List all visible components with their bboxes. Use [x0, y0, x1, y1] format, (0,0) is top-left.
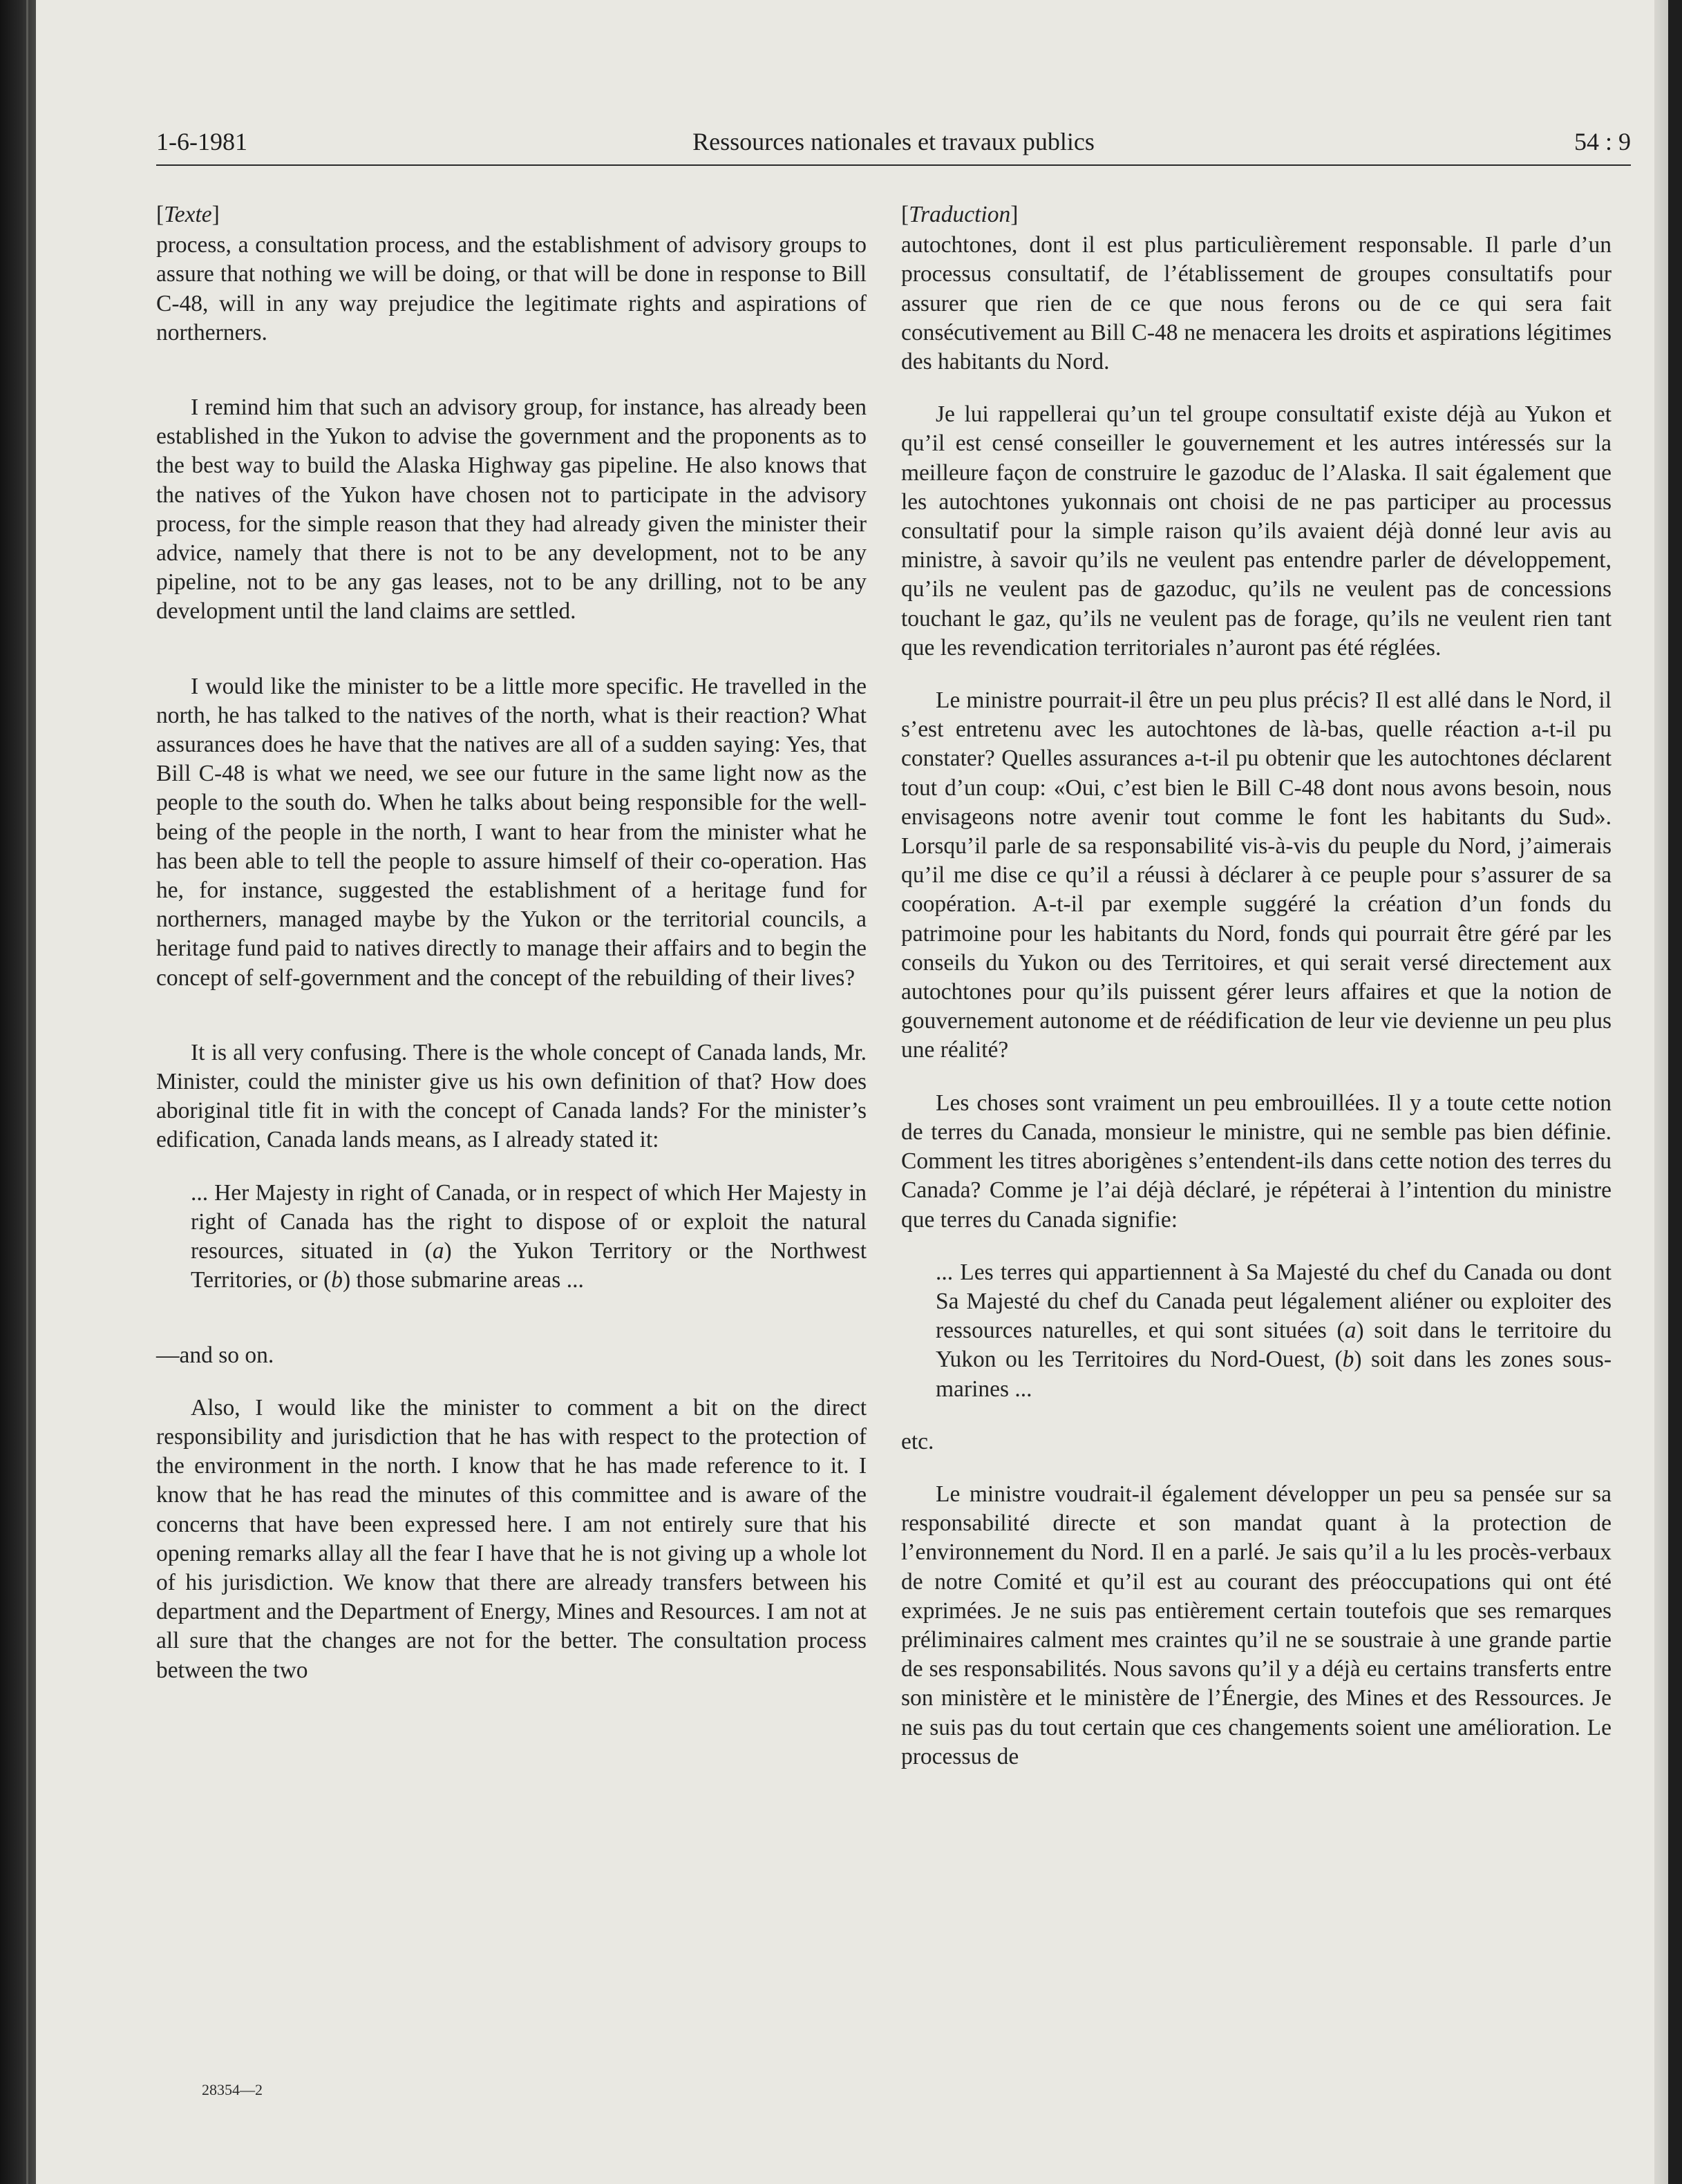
paragraph: Je lui rappellerai qu’un tel groupe consultatif existe déjà au Yukon et qu’il est censé conseiller le gouvernement et les autres intéressés sur la meilleure façon de construire le gazoduc de l’Alaska. Il sait également que les autochtones yukonnais ont choisi de ne pas participer au processus consultatif pour la simple raison qu’ils avaient déjà donné leur avis au ministre, à savoir qu’ils ne veulent pas entendre parler de développement, qu’ils ne veulent pas de gazoduc, qu’ils ne veulent pas de concessions touchant le gaz, qu’ils ne veulent pas de forage, qu’ils ne veulent rien tant que les revendication territoriales n’auront pas été réglées.: [901, 401, 1612, 661]
paragraph: I would like the minister to be a little more specific. He travelled in the north, he has talked to the natives of the north, what is their reaction? What assurances does he have that the natives are all of a sudden saying: Yes, that Bill C-48 is what we need, we see our future in the same light now as the people to the south do. When he talks about being responsible for the well-being of the people in the north, I want to hear from the minister what he has been able to tell the people to assure himself of their co-operation. Has he, for instance, suggested the establishment of a heritage fund for northerners, managed maybe by the Yukon or the territorial councils, a heritage fund paid to natives directly to manage their affairs and to begin the concept of self-government and the concept of the rebuilding of their lives?: [156, 673, 867, 991]
block-quote: ... Her Majesty in right of Canada, or in respect of which Her Majesty in right of Canada has the right to dispose of or exploit the natural resources, situated in (a) the Yukon Territory or the Northwest Territories, or (b) those submarine areas ...: [191, 1179, 867, 1293]
header-date: 1-6-1981: [156, 128, 247, 155]
header-title: Ressources nationales et travaux publics: [692, 128, 1095, 155]
column-label: [Traduction]: [901, 202, 1019, 227]
paragraph: etc.: [901, 1428, 934, 1454]
page-edge: [1654, 0, 1668, 2184]
paragraph: Also, I would like the minister to comment a bit on the direct responsibility and jurisdiction that he has with respect to the protection of the environment in the north. I know that he has made reference to it. I know that he has read the minutes of this committee and is aware of the concerns that have been expressed here. I am not entirely sure that his opening remarks allay all the fear I have that he is not giving up a whole lot of his jurisdiction. We know that there are already transfers between his department and the Department of Energy, Mines and Resources. I am not at all sure that the changes are not for the better. The consultation process between the two: [156, 1394, 867, 1683]
paragraph: It is all very confusing. There is the whole concept of Canada lands, Mr. Minister, could the minister give us his own definition of that? How does aboriginal title fit in with the concept of Canada lands? For the minister’s edification, Canada lands means, as I already stated it:: [156, 1039, 867, 1153]
right-column: [901, 200, 1612, 1772]
paragraph: autochtones, dont il est plus particulièrement responsable. Il parle d’un processus consultatif, de l’établissement de groupes consultatifs pour assurer que rien de ce que nous ferons ou de ce qui sera fait consécutivement au Bill C-48 ne menacera les droits et aspirations légitimes des habitants du Nord.: [901, 232, 1612, 375]
binding-edge: [0, 0, 36, 2184]
column-label-text: Traduction: [909, 202, 1011, 227]
paragraph: Les choses sont vraiment un peu embrouillées. Il y a toute cette notion de terres du Canada, monsieur le ministre, qui ne semble pas bien définie. Comment les titres aborigènes s’entendent-ils dans cette notion des terres du Canada? Comme je l’ai déjà déclaré, je répéterai à l’intention du ministre que terres du Canada signifie:: [901, 1090, 1612, 1233]
header-rule: [156, 164, 1631, 166]
paragraph: —and so on.: [156, 1342, 274, 1368]
paragraph: Le ministre pourrait-il être un peu plus précis? Il est allé dans le Nord, il s’est entretenu avec les autochtones de là-bas, quelle réaction a-t-il pu constater? Quelles assurances a-t-il pu obtenir que les autochtones déclarent tout d’un coup: «Oui, c’est bien le Bill C-48 dont nous avons besoin, nous envisageons notre avenir tout comme le font les habitants du Sud». Lorsqu’il parle de sa responsabilité vis-à-vis du peuple du Nord, j’aimerais qu’il me dise ce qu’il a réussi à déclarer à ce peuple pour s’assurer de sa coopération. A-t-il par exemple suggéré la création d’un fonds du patrimoine pour les habitants du Nord, fonds qui pourrait être géré par les conseils du Yukon ou des Territoires, et qui serait versé directement aux autochtones pour qu’ils puissent gérer leurs affaires et que la notion de gouvernement autonome et de réédification de leur vie devienne un peu plus une réalité?: [901, 687, 1612, 1063]
column-label: [Texte]: [156, 202, 220, 227]
paragraph: I remind him that such an advisory group, for instance, has already been established in the Yukon to advise the government and the proponents as to the best way to build the Alaska Highway gas pipeline. He also knows that the natives of the Yukon have chosen not to participate in the advisory process, for the simple reason that they had already given the minister their advice, namely that there is not to be any development, not to be any pipeline, not to be any gas leases, not to be any drilling, not to be any development until the land claims are settled.: [156, 395, 867, 625]
block-quote: ... Les terres qui appartiennent à Sa Majesté du chef du Canada ou dont Sa Majesté du chef du Canada peut légalement aliéner ou exploiter des ressources naturelles, et qui sont situées (a) soit dans le territoire du Yukon ou les Territoires du Nord-Ouest, (b) soit dans les zones sous-marines ...: [936, 1259, 1612, 1402]
page-header: [156, 127, 1631, 166]
spine-line: [26, 0, 28, 2184]
footer-code: 28354—2: [202, 2081, 263, 2098]
paragraph: process, a consultation process, and the establishment of advisory groups to assure that nothing we will be doing, or that will be done in response to Bill C-48, will in any way prejudice the legitimate rights and aspirations of northerners.: [156, 232, 867, 345]
paragraph: Le ministre voudrait-il également développer un peu sa pensée sur sa responsabilité directe et son mandat quant à la protection de l’environnement du Nord. Il en a parlé. Je sais qu’il a lu les procès-verbaux de notre Comité et qu’il est au courant des préoccupations qui ont été exprimées. Je ne suis pas entièrement certain toutefois que ses remarques préliminaires calment mes craintes qu’il ne se soustraie à une grande partie de ses responsabilités. Nous savons qu’il y a déjà eu certains transferts entre son ministère et le ministère de l’Énergie, des Mines et des Ressources. Je ne suis pas du tout certain que ces changements soient une amélioration. Le processus de: [901, 1481, 1612, 1769]
left-column: [156, 200, 867, 1685]
header-page-number: 54 : 9: [1574, 128, 1631, 155]
column-label-text: Texte: [164, 202, 212, 227]
